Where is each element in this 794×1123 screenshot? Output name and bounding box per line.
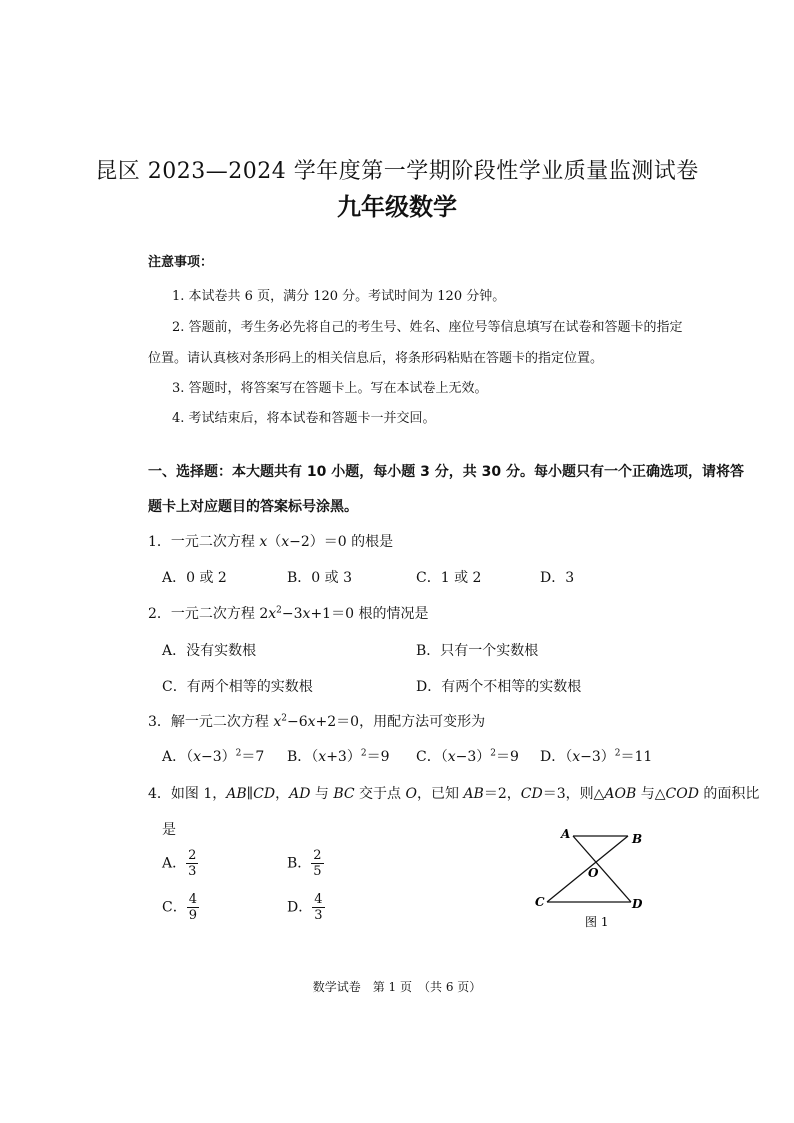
- exam-subtitle: 九年级数学: [337, 192, 457, 221]
- fraction: $\frac{4}{3}$: [314, 892, 323, 923]
- question-4: 4．如图 1，AB∥CD，AD 与 BC 交于点 O，已知 AB＝2，CD＝3，则△AOB 与△COD 的面积比: [148, 786, 760, 802]
- q3-option-b: B．$(x+3)^2=9$: [287, 748, 390, 765]
- label-c: C: [535, 895, 545, 909]
- figure-caption: 图 1: [585, 915, 609, 929]
- question-4-continuation: 是: [162, 822, 176, 838]
- label-b: B: [632, 832, 643, 846]
- notice-item: 1. 本试卷共 6 页，满分 120 分。考试时间为 120 分钟。: [172, 289, 506, 304]
- q2-option-b: B．只有一个实数根: [416, 643, 539, 659]
- q3-option-c: C．$(x-3)^2=9$: [416, 748, 519, 765]
- page-footer: 数学试卷 第 1 页 （共 6 页）: [312, 980, 482, 994]
- q4-option-a: A． $\frac{2}{3}$: [162, 848, 197, 879]
- notice-item: 2. 答题前，考生务必先将自己的考生号、姓名、座位号等信息填写在试卷和答题卡的指定: [172, 320, 683, 335]
- q1-option-c: C．1 或 2: [416, 570, 482, 586]
- label-o: O: [588, 866, 599, 880]
- notice-item: 3. 答题时，将答案写在答题卡上。写在本试卷上无效。: [172, 381, 488, 396]
- fraction: $\frac{2}{3}$: [188, 848, 197, 879]
- q4-option-c: C． $\frac{4}{9}$: [162, 892, 197, 923]
- notice-item: 4. 考试结束后，将本试卷和答题卡一并交回。: [172, 411, 436, 426]
- q2-option-d: D．有两个不相等的实数根: [416, 679, 582, 695]
- section-heading: 一、选择题：本大题共有 10 小题，每小题 3 分，共 30 分。每小题只有一个正确选项，请将答: [148, 464, 744, 480]
- q1-option-b: B．0 或 3: [287, 570, 353, 586]
- fraction: $\frac{2}{5}$: [313, 848, 322, 879]
- q2-option-a: A．没有实数根: [162, 643, 257, 659]
- q2-option-c: C．有两个相等的实数根: [162, 679, 313, 695]
- q1-option-a: A．0 或 2: [162, 570, 227, 586]
- q3-option-d: D．$(x-3)^2=11$: [540, 748, 653, 765]
- notice-heading: 注意事项：: [148, 255, 214, 270]
- q4-option-d: D． $\frac{4}{3}$: [287, 892, 323, 923]
- question-2: 2．一元二次方程 $2x^2-3x+1=0$ 根的情况是: [148, 605, 429, 622]
- q3-option-a: A．$(x-3)^2=7$: [162, 748, 265, 765]
- question-1: 1．一元二次方程 x（x−2）＝0 的根是: [148, 534, 394, 550]
- question-3: 3．解一元二次方程 $x^2-6x+2=0$，用配方法可变形为: [148, 713, 486, 730]
- exam-title: 昆区 2023—2024 学年度第一学期阶段性学业质量监测试卷: [95, 159, 699, 184]
- figure-1: [525, 822, 655, 934]
- q1-option-d: D．3: [540, 570, 575, 586]
- notice-item-continuation: 位置。请认真核对条形码上的相关信息后，将条形码粘贴在答题卡的指定位置。: [148, 351, 604, 366]
- fraction: $\frac{4}{9}$: [188, 892, 197, 923]
- label-d: D: [632, 897, 643, 911]
- section-heading-continuation: 题卡上对应题目的答案标号涂黑。: [148, 499, 358, 515]
- q4-option-b: B． $\frac{2}{5}$: [287, 848, 322, 879]
- label-a: A: [561, 827, 571, 841]
- segment-ad: [573, 836, 631, 902]
